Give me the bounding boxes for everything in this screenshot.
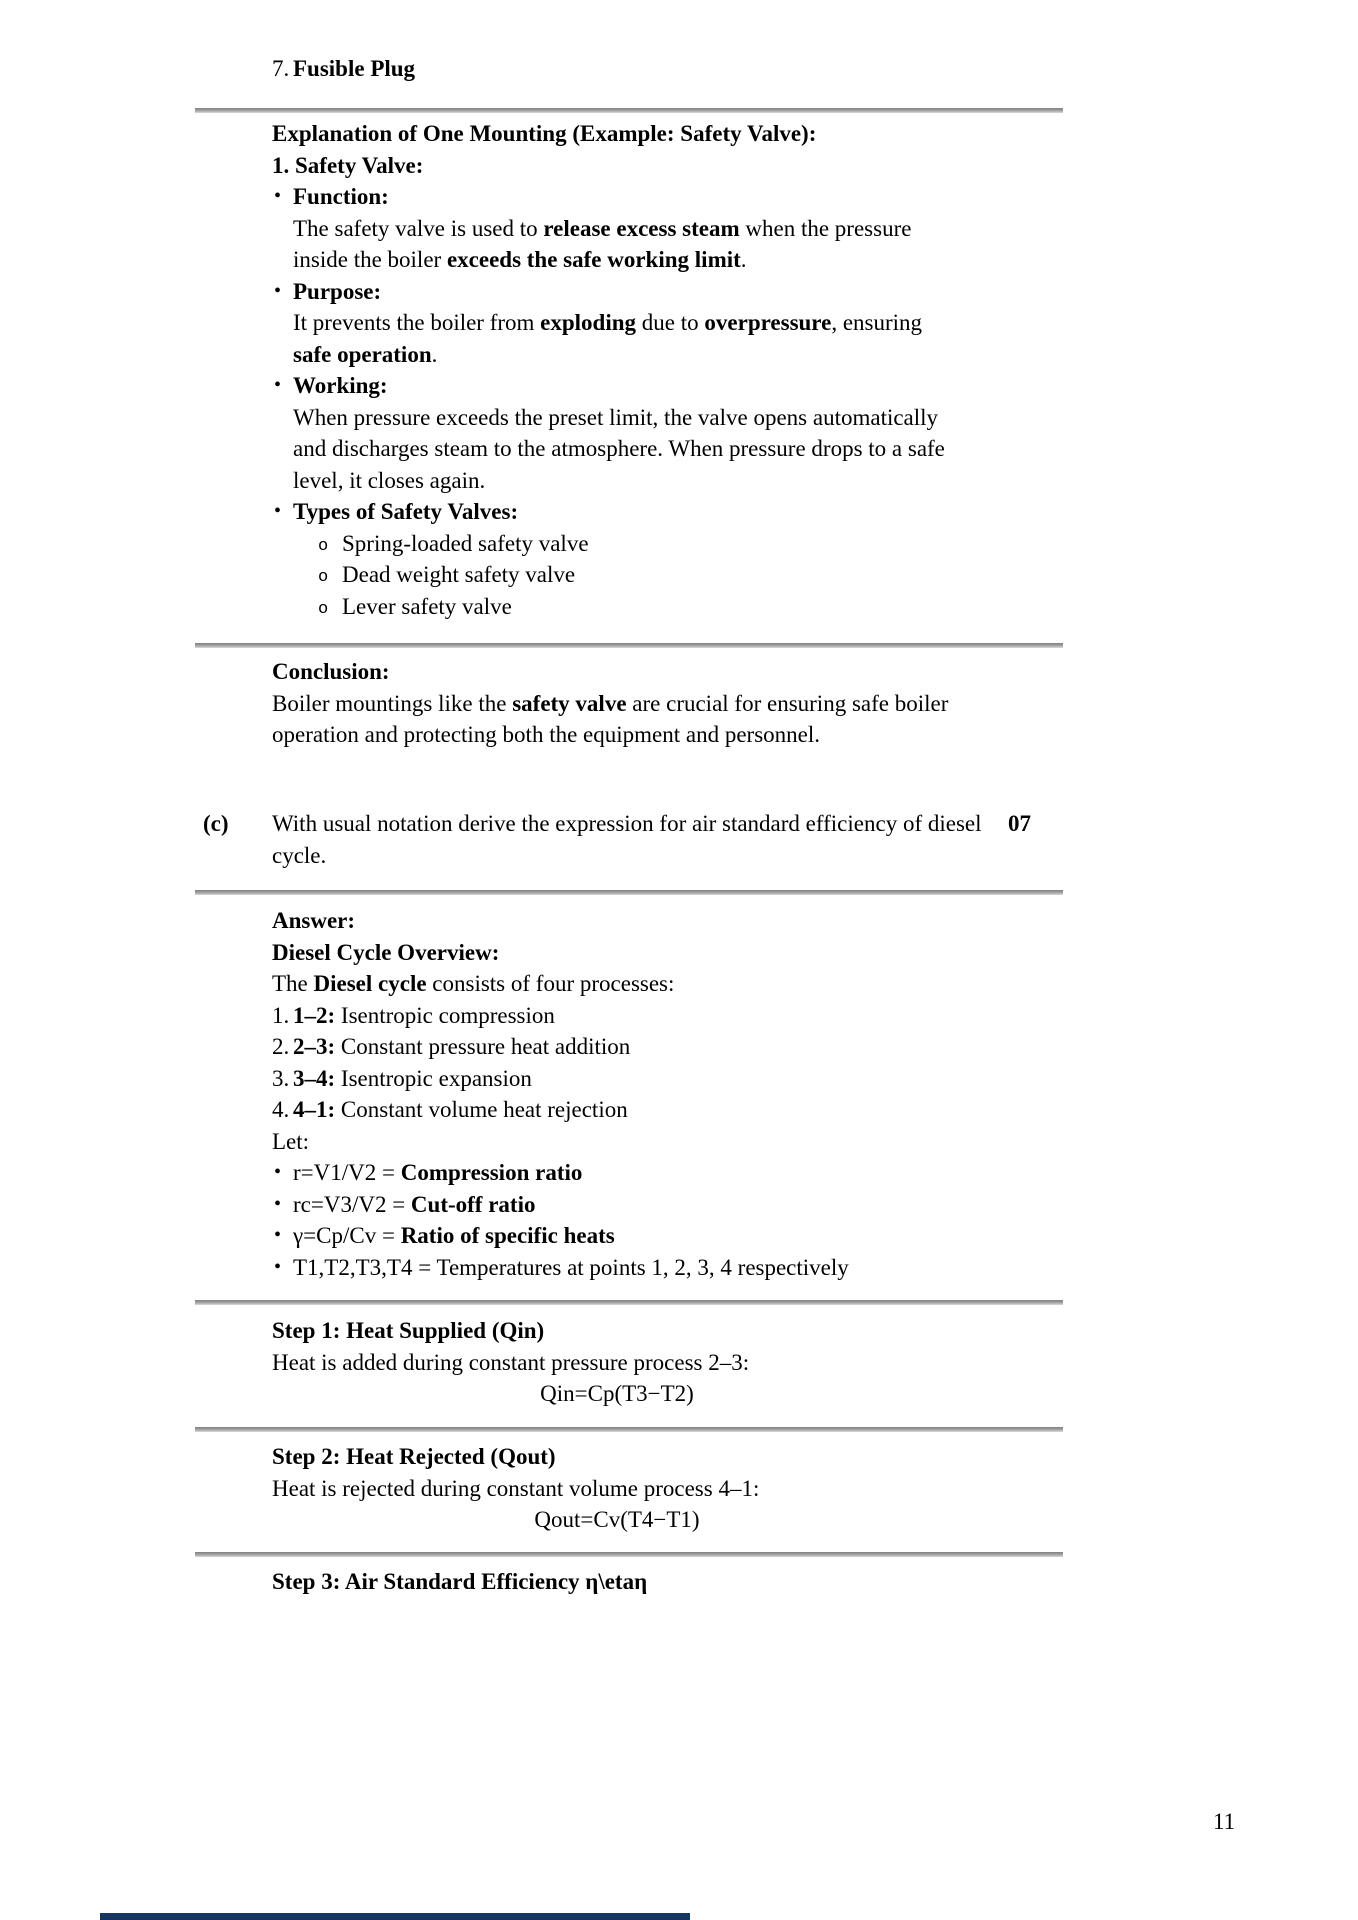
line-text bbox=[293, 436, 945, 461]
text-line bbox=[272, 1441, 1064, 1473]
plain-text: due to bbox=[636, 310, 705, 335]
section-step2 bbox=[272, 1441, 1064, 1536]
list-item bbox=[272, 496, 1064, 528]
line-text bbox=[293, 1160, 582, 1185]
bullet-marker: • bbox=[274, 279, 282, 302]
text-line bbox=[272, 1315, 1064, 1347]
plain-text: , ensuring bbox=[831, 310, 923, 335]
line-text bbox=[293, 1066, 532, 1091]
section-step3 bbox=[272, 1566, 1064, 1598]
circle-bullet-marker: o bbox=[318, 536, 329, 556]
list-item bbox=[272, 53, 1064, 85]
bold-text: Step 3: Air Standard Efficiency η\etaη bbox=[272, 1569, 648, 1594]
page-number: 11 bbox=[1213, 1809, 1236, 1834]
text-line bbox=[272, 1126, 1064, 1158]
plain-text: inside the boiler bbox=[293, 247, 447, 272]
section-divider bbox=[195, 890, 1063, 895]
bold-text: Ratio of specific heats bbox=[400, 1223, 615, 1248]
line-text bbox=[272, 1444, 556, 1469]
bold-text: 1. Safety Valve: bbox=[272, 152, 424, 178]
bullet-marker: • bbox=[274, 185, 282, 207]
line-text bbox=[293, 1097, 628, 1122]
question-label: (c) bbox=[203, 811, 229, 836]
line-text bbox=[272, 659, 390, 684]
text-line bbox=[272, 307, 1064, 339]
plain-text: Spring-loaded safety valve bbox=[342, 530, 589, 556]
text-line bbox=[272, 1473, 1064, 1505]
plain-text: Qin=Cp(T3−T2) bbox=[540, 1381, 694, 1406]
bold-text: Conclusion: bbox=[272, 659, 390, 684]
list-item bbox=[272, 1031, 1064, 1063]
line-text bbox=[272, 908, 355, 933]
line-text bbox=[272, 971, 674, 996]
section-divider bbox=[195, 1427, 1063, 1432]
line-text bbox=[272, 843, 326, 868]
formula-line bbox=[272, 1504, 962, 1536]
line-text bbox=[293, 184, 389, 209]
line-text bbox=[342, 531, 589, 556]
plain-text: Dead weight safety valve bbox=[342, 562, 576, 587]
text-line bbox=[272, 339, 1064, 371]
bullet-marker: • bbox=[274, 1161, 282, 1183]
next-page-edge-bar bbox=[100, 1913, 690, 1920]
line-text bbox=[272, 940, 499, 965]
list-item bbox=[272, 559, 1064, 591]
bold-text: Compression ratio bbox=[400, 1160, 583, 1185]
text-line bbox=[272, 937, 1064, 969]
question-marks: 07 bbox=[1008, 811, 1031, 836]
plain-text: are crucial for ensuring safe boiler bbox=[626, 690, 949, 716]
bold-text: 2–3: bbox=[293, 1034, 336, 1059]
circle-bullet-marker: o bbox=[318, 599, 329, 619]
text-line bbox=[272, 656, 1064, 688]
question-text bbox=[272, 808, 1032, 871]
bold-text: Cut-off ratio bbox=[410, 1191, 536, 1217]
text-line bbox=[272, 1347, 1064, 1379]
plain-text: . bbox=[431, 341, 438, 367]
line-text bbox=[293, 373, 388, 398]
line-text bbox=[293, 1003, 555, 1028]
plain-text: When pressure exceeds the preset limit, the valve opens automatically bbox=[293, 404, 939, 430]
plain-text: when the pressure bbox=[739, 215, 912, 241]
line-text bbox=[293, 342, 437, 367]
line-text bbox=[272, 691, 948, 716]
line-text bbox=[293, 1192, 535, 1217]
line-text bbox=[534, 1507, 699, 1532]
plain-text: consists of four processes: bbox=[426, 971, 675, 996]
text-line bbox=[272, 840, 1032, 872]
plain-text: level, it closes again. bbox=[293, 467, 486, 493]
line-text bbox=[272, 811, 982, 836]
formula-line bbox=[272, 1378, 962, 1410]
bold-text: exploding bbox=[540, 310, 637, 335]
text-line bbox=[272, 1566, 1064, 1598]
plain-text: cycle. bbox=[272, 842, 327, 868]
section-divider bbox=[195, 1552, 1063, 1557]
line-text bbox=[272, 1318, 544, 1343]
list-item bbox=[272, 276, 1064, 308]
line-text bbox=[540, 1381, 694, 1406]
plain-text: The safety valve is used to bbox=[293, 215, 544, 241]
line-text bbox=[272, 1569, 647, 1594]
line-text bbox=[293, 216, 911, 241]
plain-text: Constant pressure heat addition bbox=[335, 1034, 631, 1059]
line-text bbox=[342, 594, 512, 619]
line-text bbox=[272, 121, 816, 146]
bold-text: Fusible Plug bbox=[293, 56, 416, 81]
plain-text: Heat is rejected during constant volume process 4–1: bbox=[272, 1475, 760, 1501]
text-line bbox=[272, 244, 1064, 276]
list-item bbox=[272, 370, 1064, 402]
line-text bbox=[293, 247, 747, 272]
bullet-marker: • bbox=[274, 1255, 282, 1278]
text-line bbox=[272, 808, 1032, 840]
text-line bbox=[272, 688, 1064, 720]
section-answer bbox=[272, 905, 1064, 1283]
number-marker: 2. bbox=[272, 1034, 290, 1059]
plain-text: Lever safety valve bbox=[342, 593, 512, 619]
plain-text: With usual notation derive the expression for air standard efficiency of diesel bbox=[272, 811, 982, 836]
bold-text: overpressure bbox=[704, 310, 832, 335]
line-text bbox=[293, 1223, 615, 1248]
list-item bbox=[272, 1063, 1064, 1095]
line-text bbox=[293, 405, 938, 430]
list-item bbox=[272, 1220, 1064, 1252]
bold-text: Working: bbox=[293, 373, 388, 398]
plain-text: Boiler mountings like the bbox=[272, 690, 513, 716]
list-item bbox=[272, 1189, 1064, 1221]
plain-text: Heat is added during constant pressure process 2–3: bbox=[272, 1349, 750, 1375]
line-text bbox=[342, 562, 575, 587]
bullet-marker: • bbox=[274, 1192, 282, 1215]
bold-text: Step 1: Heat Supplied (Qin) bbox=[272, 1318, 545, 1343]
number-marker: 3. bbox=[272, 1065, 290, 1091]
text-line bbox=[272, 968, 1064, 1000]
plain-text: It prevents the boiler from bbox=[293, 310, 541, 335]
bold-text: Step 2: Heat Rejected (Qout) bbox=[272, 1444, 556, 1469]
line-text bbox=[293, 1255, 849, 1280]
text-line bbox=[272, 118, 1064, 150]
section-divider bbox=[195, 1300, 1063, 1305]
section-fusible-plug bbox=[272, 53, 1064, 85]
section-divider bbox=[195, 108, 1063, 113]
plain-text: operation and protecting both the equipment and personnel. bbox=[272, 722, 821, 747]
line-text bbox=[272, 1350, 749, 1375]
bold-text: exceeds the safe working limit bbox=[446, 247, 741, 272]
bold-text: safe operation bbox=[293, 341, 432, 367]
plain-text: γ=Cp/Cv = bbox=[293, 1223, 401, 1248]
plain-text: and discharges steam to the atmosphere. When pressure drops to a safe bbox=[293, 436, 945, 461]
line-text bbox=[272, 1129, 309, 1154]
plain-text: . bbox=[740, 247, 747, 272]
list-item bbox=[272, 181, 1064, 213]
bold-text: 4–1: bbox=[293, 1097, 336, 1122]
section-conclusion bbox=[272, 656, 1064, 751]
plain-text: T1,T2,T3,T4 = Temperatures at points 1, 2, 3, 4 respectively bbox=[293, 1254, 849, 1280]
list-item bbox=[272, 591, 1064, 623]
bold-text: Function: bbox=[293, 184, 389, 209]
section-explanation bbox=[272, 118, 1064, 622]
list-item bbox=[272, 1000, 1064, 1032]
line-text bbox=[272, 722, 820, 747]
bullet-marker: • bbox=[274, 374, 282, 396]
line-text bbox=[293, 310, 922, 335]
line-text bbox=[293, 1034, 630, 1059]
line-text bbox=[293, 279, 381, 304]
number-marker: 4. bbox=[272, 1097, 290, 1122]
bold-text: Explanation of One Mounting (Example: Safety Valve): bbox=[272, 121, 817, 146]
list-item bbox=[272, 528, 1064, 560]
text-line bbox=[272, 465, 1064, 497]
text-line bbox=[272, 905, 1064, 937]
bullet-marker: • bbox=[274, 1224, 282, 1246]
text-line bbox=[272, 402, 1064, 434]
list-item bbox=[272, 1157, 1064, 1189]
bold-text: Answer: bbox=[272, 908, 356, 933]
bold-text: Diesel Cycle Overview: bbox=[272, 939, 500, 965]
plain-text: The bbox=[272, 971, 314, 996]
plain-text: Let: bbox=[272, 1128, 310, 1154]
circle-bullet-marker: o bbox=[318, 568, 329, 587]
line-text bbox=[272, 1476, 759, 1501]
bullet-marker: • bbox=[274, 500, 282, 522]
bold-text: safety valve bbox=[512, 690, 627, 716]
bold-text: 3–4: bbox=[293, 1065, 336, 1091]
text-line bbox=[272, 213, 1064, 245]
text-line bbox=[272, 433, 1064, 465]
plain-text: Isentropic compression bbox=[335, 1002, 555, 1028]
plain-text: rc=V3/V2 = bbox=[293, 1191, 411, 1217]
line-text bbox=[272, 153, 423, 178]
number-marker: 7. bbox=[272, 56, 290, 81]
list-item bbox=[272, 1252, 1064, 1284]
line-text bbox=[293, 56, 415, 81]
bold-text: 1–2: bbox=[293, 1002, 336, 1028]
section-step1 bbox=[272, 1315, 1064, 1410]
bold-text: Diesel cycle bbox=[313, 971, 427, 996]
bold-text: release excess steam bbox=[543, 215, 740, 241]
text-line bbox=[272, 150, 1064, 182]
plain-text: Isentropic expansion bbox=[335, 1065, 532, 1091]
list-item bbox=[272, 1094, 1064, 1126]
plain-text: Qout=Cv(T4−T1) bbox=[534, 1507, 700, 1532]
text-line bbox=[272, 719, 1064, 751]
section-divider bbox=[195, 643, 1063, 648]
plain-text: Constant volume heat rejection bbox=[335, 1097, 628, 1122]
bold-text: Types of Safety Valves: bbox=[293, 499, 519, 524]
line-text bbox=[293, 499, 518, 524]
number-marker: 1. bbox=[272, 1002, 290, 1028]
plain-text: r=V1/V2 = bbox=[293, 1160, 401, 1185]
line-text bbox=[293, 468, 485, 493]
bold-text: Purpose: bbox=[293, 278, 382, 304]
